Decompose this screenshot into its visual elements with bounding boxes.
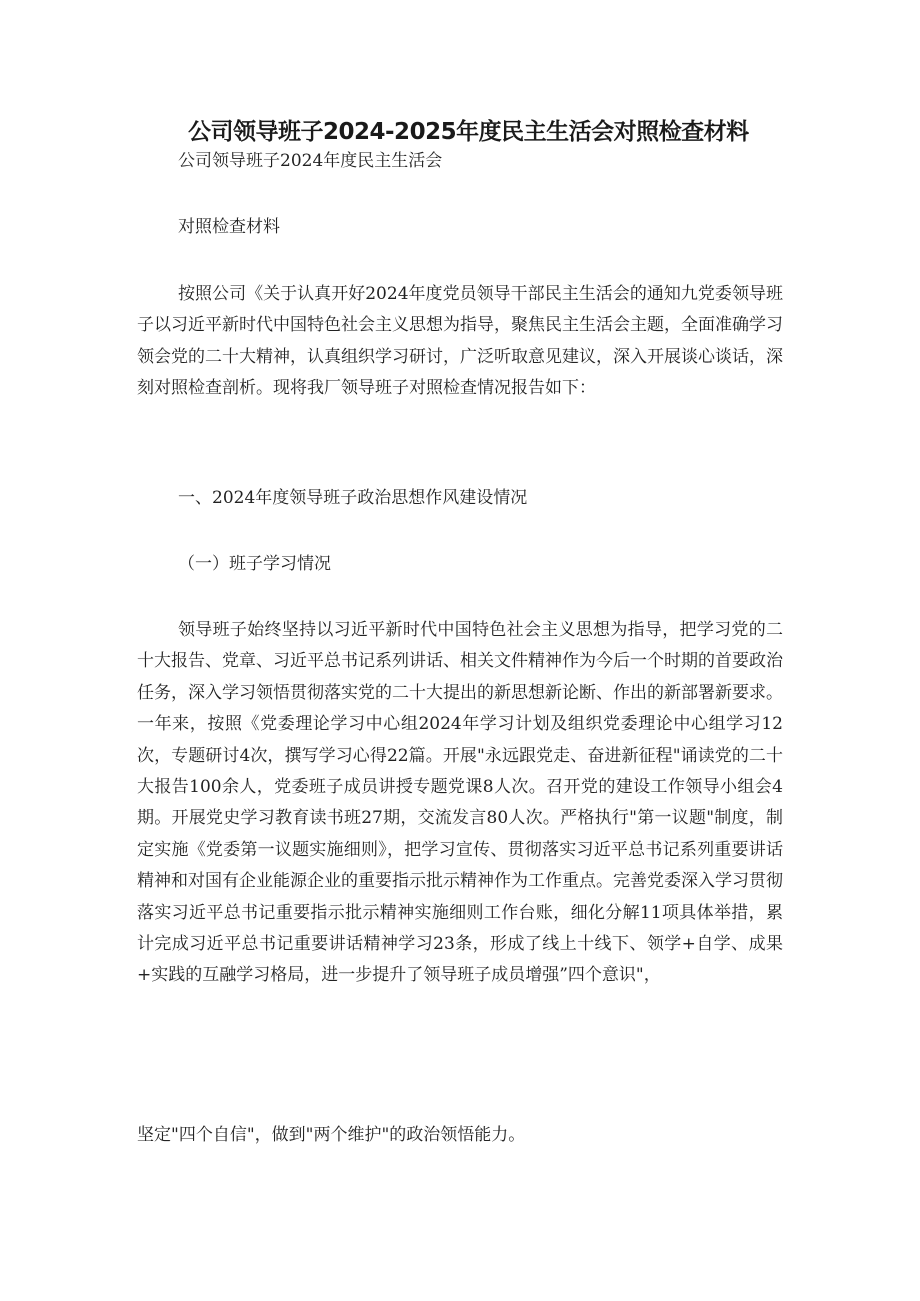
closing-line: 坚定"四个自信"，做到"两个维护"的政治领悟能力。 [137, 1125, 526, 1145]
document-title: 公司领导班子2024-2025年度民主生活会对照检查材料 [188, 119, 749, 145]
document-subtitle: 公司领导班子2024年度民主生活会 [178, 151, 443, 171]
section-heading-one: 一、2024年度领导班子政治思想作风建设情况 [178, 488, 528, 508]
material-heading: 对照检查材料 [178, 217, 280, 237]
study-paragraph: 领导班子始终坚持以习近平新时代中国特色社会主义思想为指导，把学习党的二十大报告、党章、习近平总书记系列讲话、相关文件精神作为今后一个时期的首要政治任务，深入学习领悟贯彻落实党的二十大提出的新思想新论断、作出的新部署新要求。一年来，按照《党委理论学习中心组2024年学习计划及组织党委理论中心组学习12次，专题研讨4次，撰写学习心得22篇。开展"永远跟党走、奋进新征程"诵读党的二十大报告100余人，党委班子成员讲授专题党课8人次。召开党的建设工作领导小组会4期。开展党史学习教育读书班27期，交流发言80人次。严格执行"第一议题"制度，制定实施《党委第一议题实施细则》，把学习宣传、贯彻落实习近平总书记系列重要讲话精神和对国有企业能源企业的重要指示批示精神作为工作重点。完善党委深入学习贯彻落实习近平总书记重要指示批示精神实施细则工作台账，细化分解11项具体举措，累计完成习近平总书记重要讲话精神学习23条，形成了线上十线下、领学+自学、成果+实践的互融学习格局，进一步提升了领导班子成员增强”四个意识"， [137, 620, 783, 986]
subsection-heading-study: （一）班子学习情况 [178, 554, 331, 574]
intro-paragraph: 按照公司《关于认真开好2024年度党员领导干部民主生活会的通知九党委领导班子以习近平新时代中国特色社会主义思想为指导，聚焦民主生活会主题，全面准确学习领会党的二十大精神，认真组织学习研讨，广泛听取意见建议，深入开展谈心谈话，深刻对照检查剖析。现将我厂领导班子对照检查情况报告如下： [137, 284, 783, 399]
